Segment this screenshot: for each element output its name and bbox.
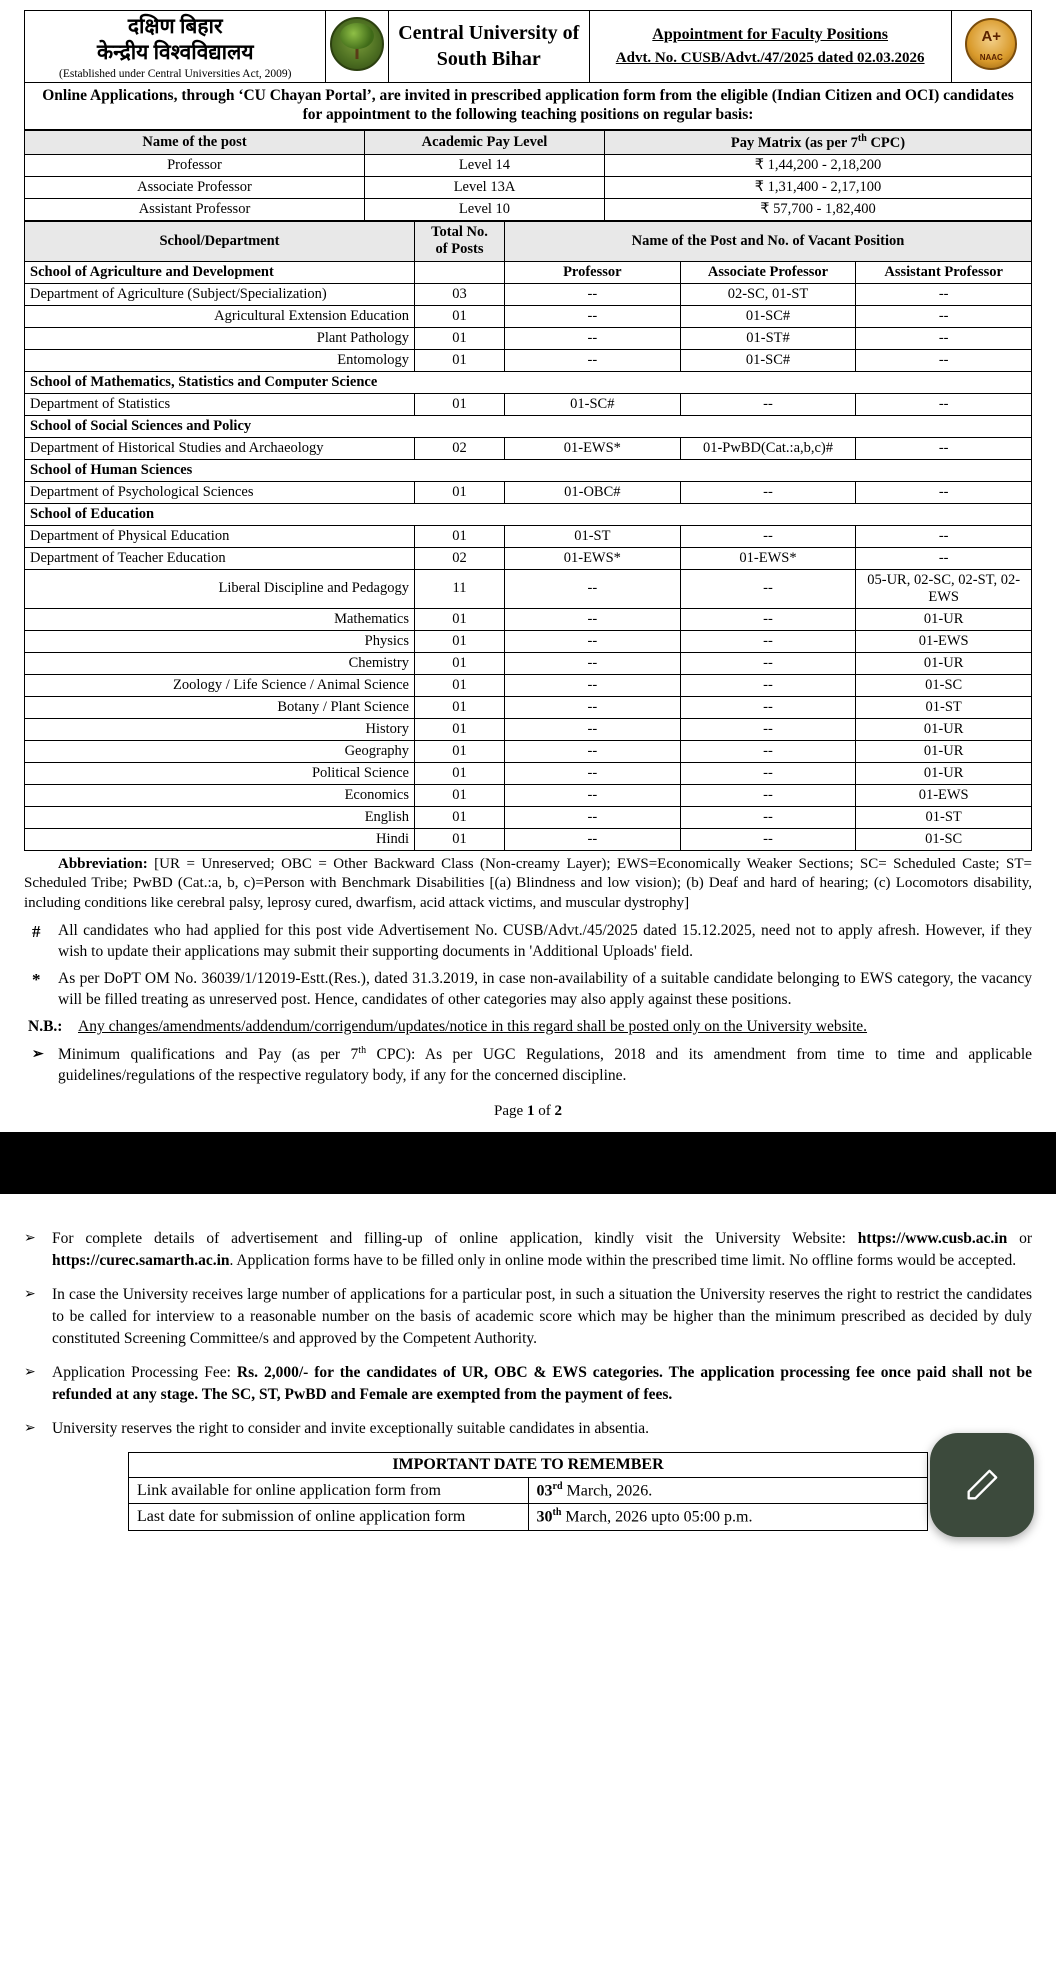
vacancy-department-name: Hindi <box>25 828 415 850</box>
important-date-value-sup: th <box>552 1507 562 1519</box>
pay-row-matrix: ₹ 1,44,200 - 2,18,200 <box>605 154 1032 176</box>
body-text: For complete details of advertisement and filling-up of online application, kindly visit the University Website: <box>52 1230 858 1248</box>
table-row <box>25 674 1032 696</box>
page2-list-item <box>24 1284 1032 1350</box>
vacancy-header-total <box>415 221 505 261</box>
vacancy-associate-professor: -- <box>680 569 856 608</box>
vacancy-associate-professor: -- <box>680 762 856 784</box>
pay-row-level: Level 14 <box>365 154 605 176</box>
university-name-hindi-line2: केन्द्रीय विश्वविद्यालय <box>96 40 254 65</box>
bullet-arrow-icon: ➢ <box>24 1363 36 1380</box>
important-date-value <box>528 1478 928 1504</box>
note-asterisk-text: As per DoPT OM No. 36039/1/12019-Estt.(Res.), dated 31.3.2019, in case non-availability of a suitable candidate belonging to EWS category, the vacancy will be filled treating as unreserved post. Hence, candidates of other categories may also apply against these positions. <box>58 970 1032 1009</box>
vacancy-total-posts: 01 <box>415 740 505 762</box>
vacancy-total-posts: 02 <box>415 437 505 459</box>
vacancy-department-name: Department of Psychological Sciences <box>25 481 415 503</box>
emphasis-text: https://curec.samarth.ac.in <box>52 1252 230 1270</box>
vacancy-associate-professor: 01-PwBD(Cat.:a,b,c)# <box>680 437 856 459</box>
vacancy-total-posts: 01 <box>415 784 505 806</box>
vacancy-professor: -- <box>505 718 681 740</box>
vacancy-assistant-professor: 01-SC <box>856 674 1032 696</box>
pay-header-matrix <box>605 131 1032 155</box>
vacancy-total-posts: 03 <box>415 283 505 305</box>
vacancy-associate-professor: 01-EWS* <box>680 547 856 569</box>
vacancy-associate-professor: 01-SC# <box>680 305 856 327</box>
vacancy-header-posts: Name of the Post and No. of Vacant Position <box>505 221 1032 261</box>
vacancy-school-name: School of Mathematics, Statistics and Computer Science <box>25 371 1032 393</box>
vacancy-assistant-professor: -- <box>856 481 1032 503</box>
vacancy-total-posts: 01 <box>415 525 505 547</box>
vacancy-total-posts: 01 <box>415 481 505 503</box>
vacancy-header-total-line1: Total No. <box>431 224 488 241</box>
university-name-hindi-line1: दक्षिण बिहार <box>127 14 223 38</box>
pay-table-header-row <box>25 131 1032 155</box>
vacancy-department-name: Mathematics <box>25 608 415 630</box>
vacancy-header-school: School/Department <box>25 221 415 261</box>
vacancy-department-name: Agricultural Extension Education <box>25 305 415 327</box>
vacancy-school-name: School of Education <box>25 503 1032 525</box>
table-row <box>129 1504 928 1530</box>
emphasis-text: Rs. 2,000/- for the candidates of UR, OBC & EWS categories. The application processing fee once paid shall not be refunded at any stage. The SC, ST, PwBD and Female are exempted from the payment of fees. <box>52 1364 1032 1404</box>
body-text: University reserves the right to consider and invite exceptionally suitable candidates in absentia. <box>52 1420 649 1438</box>
vacancy-department-name: Plant Pathology <box>25 327 415 349</box>
min-qual-rest: CPC): As per UGC Regulations, 2018 and its amendment from time to time and applicable guidelines/regulations of the respective regulatory body, if any for the concerned discipline. <box>58 1046 1033 1085</box>
table-row <box>25 696 1032 718</box>
vacancy-total-posts: 01 <box>415 806 505 828</box>
page2-list-item <box>24 1228 1032 1272</box>
vacancy-assistant-professor: -- <box>856 349 1032 371</box>
note-nb <box>24 1017 1032 1038</box>
vacancy-department-name: Department of Agriculture (Subject/Specialization) <box>25 283 415 305</box>
vacancy-assistant-professor: 01-SC <box>856 828 1032 850</box>
university-name-english-line2: South Bihar <box>436 48 541 71</box>
university-name-english <box>388 11 589 83</box>
important-date-label: Link available for online application form from <box>129 1478 529 1504</box>
abbreviation-block <box>24 855 1032 914</box>
table-row <box>25 608 1032 630</box>
vacancy-professor: -- <box>505 828 681 850</box>
table-row <box>25 806 1032 828</box>
page2-list-item <box>24 1418 1032 1440</box>
vacancy-professor: 01-SC# <box>505 393 681 415</box>
vacancy-assistant-professor: 01-ST <box>856 806 1032 828</box>
vacancy-professor: 01-ST <box>505 525 681 547</box>
naac-text-label: NAAC <box>979 52 1003 62</box>
vacancy-total-posts: 11 <box>415 569 505 608</box>
vacancy-subheader-assistant-professor: Assistant Professor <box>856 261 1032 283</box>
advertisement-heading <box>589 11 951 83</box>
vacancy-total-spacer <box>415 261 505 283</box>
page2-list-item-text <box>52 1418 1032 1440</box>
vacancy-total-posts: 01 <box>415 652 505 674</box>
vacancy-professor: -- <box>505 305 681 327</box>
table-row <box>25 437 1032 459</box>
vacancy-department-name: Geography <box>25 740 415 762</box>
vacancy-department-name: Political Science <box>25 762 415 784</box>
pay-row-level: Level 10 <box>365 198 605 220</box>
vacancy-assistant-professor: 01-UR <box>856 740 1032 762</box>
vacancy-total-posts: 01 <box>415 608 505 630</box>
min-qual-prefix: Minimum qualifications and Pay (as per 7 <box>58 1046 359 1064</box>
page2-list-item-text <box>52 1362 1032 1406</box>
table-row <box>25 652 1032 674</box>
vacancy-total-posts: 01 <box>415 630 505 652</box>
table-row <box>129 1478 928 1504</box>
note-hash <box>24 921 1032 963</box>
vacancy-professor: -- <box>505 806 681 828</box>
table-row <box>25 569 1032 608</box>
vacancy-total-posts: 01 <box>415 696 505 718</box>
vacancy-associate-professor: 02-SC, 01-ST <box>680 283 856 305</box>
emphasis-text: https://www.cusb.ac.in <box>857 1230 1008 1248</box>
pay-row-post: Associate Professor <box>25 176 365 198</box>
edit-pencil-icon <box>962 1465 1002 1505</box>
vacancy-professor: 01-EWS* <box>505 437 681 459</box>
vacancy-professor: -- <box>505 327 681 349</box>
vacancy-assistant-professor: -- <box>856 393 1032 415</box>
pay-row-matrix: ₹ 1,31,400 - 2,17,100 <box>605 176 1032 198</box>
vacancy-professor: -- <box>505 349 681 371</box>
bullet-arrow-icon: ➢ <box>24 1229 36 1246</box>
vacancy-assistant-professor: 05-UR, 02-SC, 02-ST, 02-EWS <box>856 569 1032 608</box>
page-number-total: 2 <box>554 1103 562 1120</box>
vacancy-department-name: Entomology <box>25 349 415 371</box>
table-row <box>25 393 1032 415</box>
important-dates-title: IMPORTANT DATE TO REMEMBER <box>129 1453 928 1478</box>
table-row <box>25 283 1032 305</box>
vacancy-total-posts: 01 <box>415 674 505 696</box>
note-hash-mark: # <box>32 922 41 942</box>
page-number <box>24 1103 1032 1120</box>
vacancy-subheader-associate-professor: Associate Professor <box>680 261 856 283</box>
important-date-value-rest: March, 2026. <box>562 1482 653 1500</box>
vacancy-school-name: School of Human Sciences <box>25 459 1032 481</box>
vacancy-department-name: Department of Historical Studies and Archaeology <box>25 437 415 459</box>
vacancy-associate-professor: -- <box>680 740 856 762</box>
vacancy-total-posts: 01 <box>415 349 505 371</box>
vacancy-associate-professor: -- <box>680 718 856 740</box>
university-emblem-icon <box>326 11 388 83</box>
table-row <box>25 630 1032 652</box>
page2-bullet-list <box>24 1228 1032 1440</box>
important-date-value-num: 30 <box>536 1508 553 1526</box>
pay-header-matrix-suffix: CPC) <box>866 134 906 151</box>
vacancy-assistant-professor: -- <box>856 305 1032 327</box>
vacancy-assistant-professor: 01-ST <box>856 696 1032 718</box>
vacancy-department-name: Department of Statistics <box>25 393 415 415</box>
vacancy-professor: -- <box>505 740 681 762</box>
vacancy-school-row <box>25 261 1032 283</box>
vacancy-assistant-professor: 01-UR <box>856 762 1032 784</box>
pay-level-table <box>24 130 1032 221</box>
vacancy-associate-professor: -- <box>680 525 856 547</box>
vacancy-assistant-professor: 01-UR <box>856 718 1032 740</box>
vacancy-department-name: Chemistry <box>25 652 415 674</box>
document-header <box>24 10 1032 83</box>
pay-header-matrix-sup: th <box>857 133 867 145</box>
page2-list-item-text <box>52 1284 1032 1350</box>
table-row <box>25 525 1032 547</box>
vacancy-table-header-row <box>25 221 1032 261</box>
vacancy-assistant-professor: 01-EWS <box>856 630 1032 652</box>
vacancy-professor: 01-EWS* <box>505 547 681 569</box>
table-row <box>25 154 1032 176</box>
pay-header-level: Academic Pay Level <box>365 131 605 155</box>
vacancy-department-name: Department of Teacher Education <box>25 547 415 569</box>
vacancy-associate-professor: -- <box>680 784 856 806</box>
note-nb-label: N.B.: <box>28 1018 63 1036</box>
vacancy-school-row <box>25 503 1032 525</box>
university-name-english-line1: Central University of <box>398 22 580 45</box>
vacancy-assistant-professor: 01-EWS <box>856 784 1032 806</box>
established-text: (Established under Central Universities Act, 2009) <box>58 67 292 80</box>
page-number-current: 1 <box>526 1103 535 1120</box>
pay-row-post: Assistant Professor <box>25 198 365 220</box>
vacancy-professor: -- <box>505 762 681 784</box>
vacancy-department-name: Zoology / Life Science / Animal Science <box>25 674 415 696</box>
advertisement-number: Advt. No. CUSB/Advt./47/2025 dated 02.03.2026 <box>615 49 925 66</box>
vacancy-total-posts: 01 <box>415 393 505 415</box>
vacancy-assistant-professor: 01-UR <box>856 652 1032 674</box>
vacancy-department-name: History <box>25 718 415 740</box>
edit-floating-action-button[interactable] <box>930 1433 1034 1537</box>
vacancy-total-posts: 02 <box>415 547 505 569</box>
vacancy-assistant-professor: -- <box>856 547 1032 569</box>
note-min-qualification <box>24 1044 1032 1087</box>
pay-header-post: Name of the post <box>25 131 365 155</box>
vacancy-school-row <box>25 371 1032 393</box>
vacancy-professor: -- <box>505 569 681 608</box>
vacancy-school-row <box>25 459 1032 481</box>
important-date-value-rest: March, 2026 upto 05:00 p.m. <box>561 1508 753 1526</box>
table-row <box>25 198 1032 220</box>
vacancy-assistant-professor: -- <box>856 283 1032 305</box>
important-dates-table <box>128 1452 928 1531</box>
bullet-arrow-icon: ➢ <box>24 1285 36 1302</box>
vacancy-department-name: Physics <box>25 630 415 652</box>
vacancy-professor: 01-OBC# <box>505 481 681 503</box>
vacancy-assistant-professor: 01-UR <box>856 608 1032 630</box>
vacancy-department-name: Economics <box>25 784 415 806</box>
pay-header-matrix-prefix: Pay Matrix (as per 7 <box>730 134 858 151</box>
page2-list-item-text <box>52 1228 1032 1272</box>
pay-row-matrix: ₹ 57,700 - 1,82,400 <box>605 198 1032 220</box>
vacancy-department-name: Department of Physical Education <box>25 525 415 547</box>
vacancy-associate-professor: 01-SC# <box>680 349 856 371</box>
note-asterisk-mark: * <box>32 970 41 990</box>
min-qual-sup: th <box>358 1045 367 1057</box>
note-asterisk <box>24 969 1032 1011</box>
vacancy-total-posts: 01 <box>415 828 505 850</box>
vacancy-school-name: School of Agriculture and Development <box>25 261 415 283</box>
vacancy-school-name: School of Social Sciences and Policy <box>25 415 1032 437</box>
vacancy-professor: -- <box>505 696 681 718</box>
naac-badge-icon <box>951 11 1031 83</box>
note-nb-text: Any changes/amendments/addendum/corrigendum/updates/notice in this regard shall be posted only on the University website. <box>78 1018 868 1036</box>
page-number-prefix: Page <box>494 1103 527 1120</box>
body-text: In case the University receives large number of applications for a particular post, in such a situation the University reserves the right to restrict the candidates to be called for interview to a reasonable number on the basis of academic score which may be higher than the minimum prescribed as decided by duly constituted Screening Committee/s and approved by the Competent Authority. <box>52 1286 1032 1348</box>
vacancy-associate-professor: -- <box>680 828 856 850</box>
vacancy-professor: -- <box>505 630 681 652</box>
vacancy-professor: -- <box>505 784 681 806</box>
vacancy-associate-professor: -- <box>680 696 856 718</box>
important-date-value <box>528 1504 928 1530</box>
vacancy-department-name: English <box>25 806 415 828</box>
important-date-value-sup: rd <box>552 1481 563 1493</box>
table-row <box>25 762 1032 784</box>
vacancy-associate-professor: 01-ST# <box>680 327 856 349</box>
abbreviation-text: [UR = Unreserved; OBC = Other Backward Class (Non-creamy Layer); EWS=Economically Weaker Sections; SC= Scheduled Caste; ST= Scheduled Tribe; PwBD (Cat.:a, b, c)=Person with Benchmark Disabilities [(a) Blindness and low vision); (b) Deaf and hard of hearing; (c) Locomotors disability, including conditions like cerebral palsy, leprosy cured, dwarfism, acid attack victims, and muscular dystrophy] <box>24 855 1032 911</box>
appointment-title: Appointment for Faculty Positions <box>652 25 889 43</box>
vacancy-total-posts: 01 <box>415 718 505 740</box>
vacancy-associate-professor: -- <box>680 481 856 503</box>
important-dates-title-row <box>129 1453 928 1478</box>
vacancy-total-posts: 01 <box>415 327 505 349</box>
vacancy-table <box>24 221 1032 851</box>
vacancy-professor: -- <box>505 283 681 305</box>
document-page-2 <box>0 1194 1056 1531</box>
bullet-arrow-icon: ➢ <box>24 1419 36 1436</box>
vacancy-associate-professor: -- <box>680 674 856 696</box>
important-date-value-num: 03 <box>536 1482 553 1500</box>
table-row <box>25 547 1032 569</box>
vacancy-professor: -- <box>505 652 681 674</box>
body-text: Application Processing Fee: <box>52 1364 237 1382</box>
table-row <box>25 828 1032 850</box>
vacancy-subheader-professor: Professor <box>505 261 681 283</box>
naac-grade-label: A+ <box>981 27 1002 45</box>
vacancy-associate-professor: -- <box>680 608 856 630</box>
page-number-middle: of <box>534 1103 555 1120</box>
table-row <box>25 176 1032 198</box>
note-hash-text: All candidates who had applied for this post vide Advertisement No. CUSB/Advt./45/2025 dated 15.12.2025, need not to apply afresh. However, if they wish to update their applications may submit their supporting documents in 'Additional Uploads' field. <box>58 922 1032 961</box>
vacancy-header-total-line2: of Posts <box>435 241 484 258</box>
vacancy-associate-professor: -- <box>680 806 856 828</box>
pay-row-level: Level 13A <box>365 176 605 198</box>
vacancy-department-name: Botany / Plant Science <box>25 696 415 718</box>
table-row <box>25 718 1032 740</box>
vacancy-associate-professor: -- <box>680 630 856 652</box>
page-separator-band <box>0 1132 1056 1194</box>
vacancy-associate-professor: -- <box>680 652 856 674</box>
note-min-qualification-text <box>58 1044 1032 1087</box>
body-text: . Application forms have to be filled only in online mode within the prescribed time limit. No offline forms would be accepted. <box>229 1252 1017 1270</box>
header-hindi-block <box>25 11 326 83</box>
vacancy-assistant-professor: -- <box>856 437 1032 459</box>
abbreviation-label: Abbreviation: <box>58 855 148 872</box>
page2-list-item <box>24 1362 1032 1406</box>
vacancy-total-posts: 01 <box>415 305 505 327</box>
body-text: or <box>1007 1230 1032 1248</box>
table-row <box>25 784 1032 806</box>
table-row <box>25 740 1032 762</box>
intro-paragraph: Online Applications, through ‘CU Chayan Portal’, are invited in prescribed application form from the eligible (Indian Citizen and OCI) candidates for appointment to the following teaching positions on regular basis: <box>24 83 1032 131</box>
table-row <box>25 305 1032 327</box>
table-row <box>25 481 1032 503</box>
bullet-arrow-icon: ➢ <box>32 1045 44 1062</box>
vacancy-assistant-professor: -- <box>856 525 1032 547</box>
important-date-label: Last date for submission of online application form <box>129 1504 529 1530</box>
vacancy-assistant-professor: -- <box>856 327 1032 349</box>
notes-block <box>24 921 1032 1087</box>
table-row <box>25 327 1032 349</box>
vacancy-associate-professor: -- <box>680 393 856 415</box>
pay-row-post: Professor <box>25 154 365 176</box>
vacancy-professor: -- <box>505 608 681 630</box>
vacancy-school-row <box>25 415 1032 437</box>
vacancy-total-posts: 01 <box>415 762 505 784</box>
vacancy-professor: -- <box>505 674 681 696</box>
vacancy-department-name: Liberal Discipline and Pedagogy <box>25 569 415 608</box>
table-row <box>25 349 1032 371</box>
